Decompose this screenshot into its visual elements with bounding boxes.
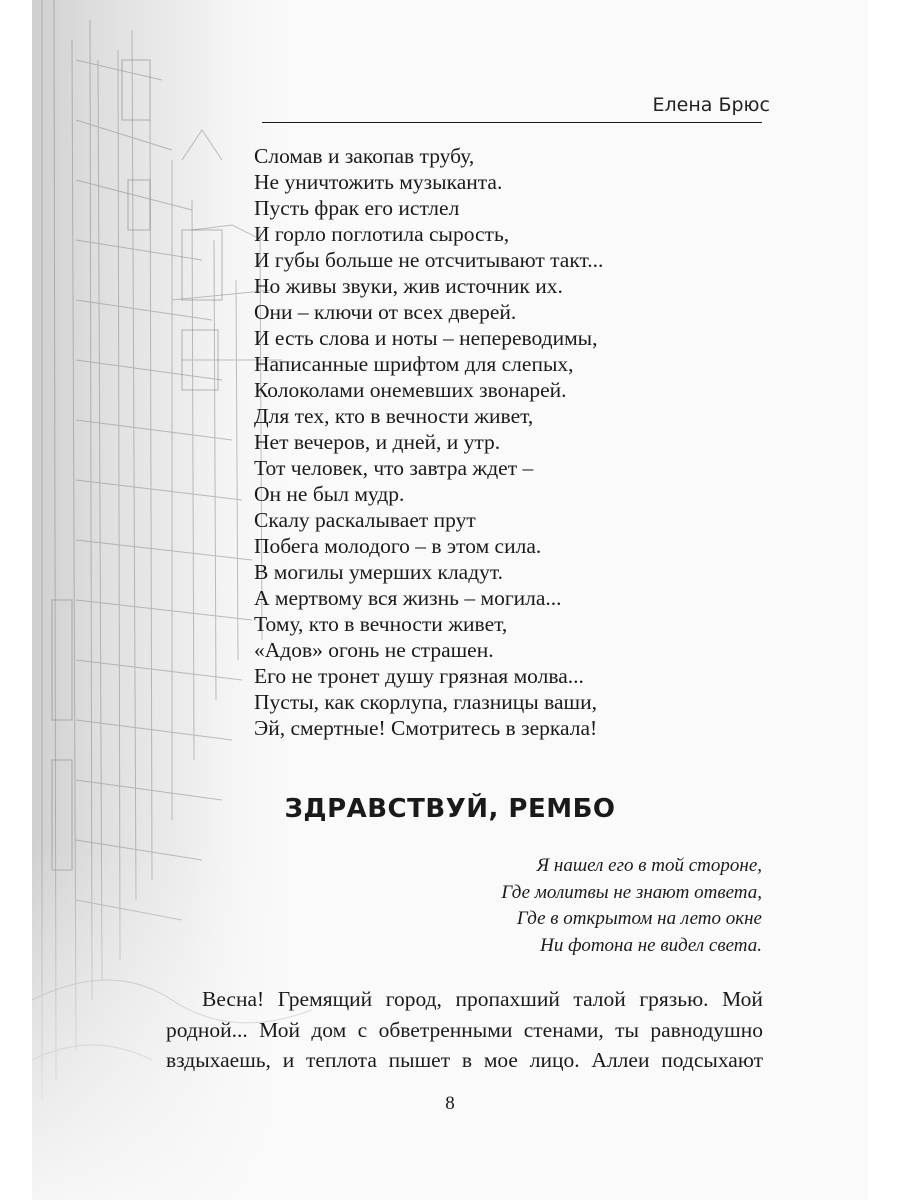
- epigraph-line: Ни фотона не видел света.: [540, 934, 762, 956]
- poem-line: Написанные шрифтом для слепых,: [254, 352, 574, 376]
- poem-block: [254, 143, 603, 741]
- poem-line: Колоколами онемевших звонарей.: [254, 378, 567, 402]
- epigraph-line: Я нашел его в той стороне,: [536, 855, 762, 876]
- book-page: [32, 0, 868, 1200]
- poem-line: В могилы умерших кладут.: [254, 560, 504, 584]
- section-title: ЗДРАВСТВУЙ, РЕМБО: [284, 794, 616, 824]
- epigraph-block: [412, 853, 762, 959]
- poem-line: И горло поглотила сырость,: [254, 222, 510, 246]
- poem-line: И есть слова и ноты – непереводимы,: [254, 326, 598, 350]
- prose-line: Весна! Гремящий город, пропахший талой грязью. Мой: [202, 987, 763, 1011]
- poem-line: Пусть фрак его истлел: [254, 196, 460, 220]
- running-head-author: Елена Брюс: [652, 94, 770, 116]
- prose-block: [166, 984, 763, 1076]
- poem-line: «Адов» огонь не страшен.: [254, 638, 494, 662]
- poem-line: Тому, кто в вечности живет,: [254, 612, 508, 636]
- poem-line: Он не был мудр.: [254, 482, 405, 506]
- poem-line: И губы больше не отсчитывают такт...: [254, 248, 604, 272]
- poem-line: Пусты, как скорлупа, глазницы ваши,: [254, 690, 597, 714]
- poem-line: Не уничтожить музыканта.: [254, 170, 503, 194]
- poem-line: Побега молодого – в этом сила.: [254, 534, 542, 558]
- poem-line: Тот человек, что завтра ждет –: [254, 456, 534, 480]
- poem-line: Скалу раскалывает прут: [254, 508, 476, 532]
- epigraph-line: Где в открытом на лето окне: [516, 908, 762, 929]
- poem-line: Они – ключи от всех дверей.: [254, 300, 517, 324]
- poem-line: Для тех, кто в вечности живет,: [254, 404, 534, 428]
- prose-line: вздыхаешь, и теплота пышет в мое лицо. Аллеи подсыхают: [166, 1048, 763, 1072]
- prose-line: родной... Мой дом с обветренными стенами, ты равнодушно: [166, 1017, 763, 1042]
- epigraph-line: Где молитвы не знают ответа,: [501, 881, 762, 903]
- poem-line: А мертвому вся жизнь – могила...: [254, 586, 562, 610]
- page-number: 8: [445, 1093, 455, 1114]
- poem-line: Сломав и закопав трубу,: [254, 144, 475, 168]
- header-rule: [262, 122, 762, 123]
- poem-line: Его не тронет душу грязная молва...: [254, 664, 584, 688]
- poem-line: Эй, смертные! Смотритесь в зеркала!: [254, 716, 598, 740]
- poem-line: Но живы звуки, жив источник их.: [254, 274, 563, 298]
- poem-line: Нет вечеров, и дней, и утр.: [254, 430, 501, 454]
